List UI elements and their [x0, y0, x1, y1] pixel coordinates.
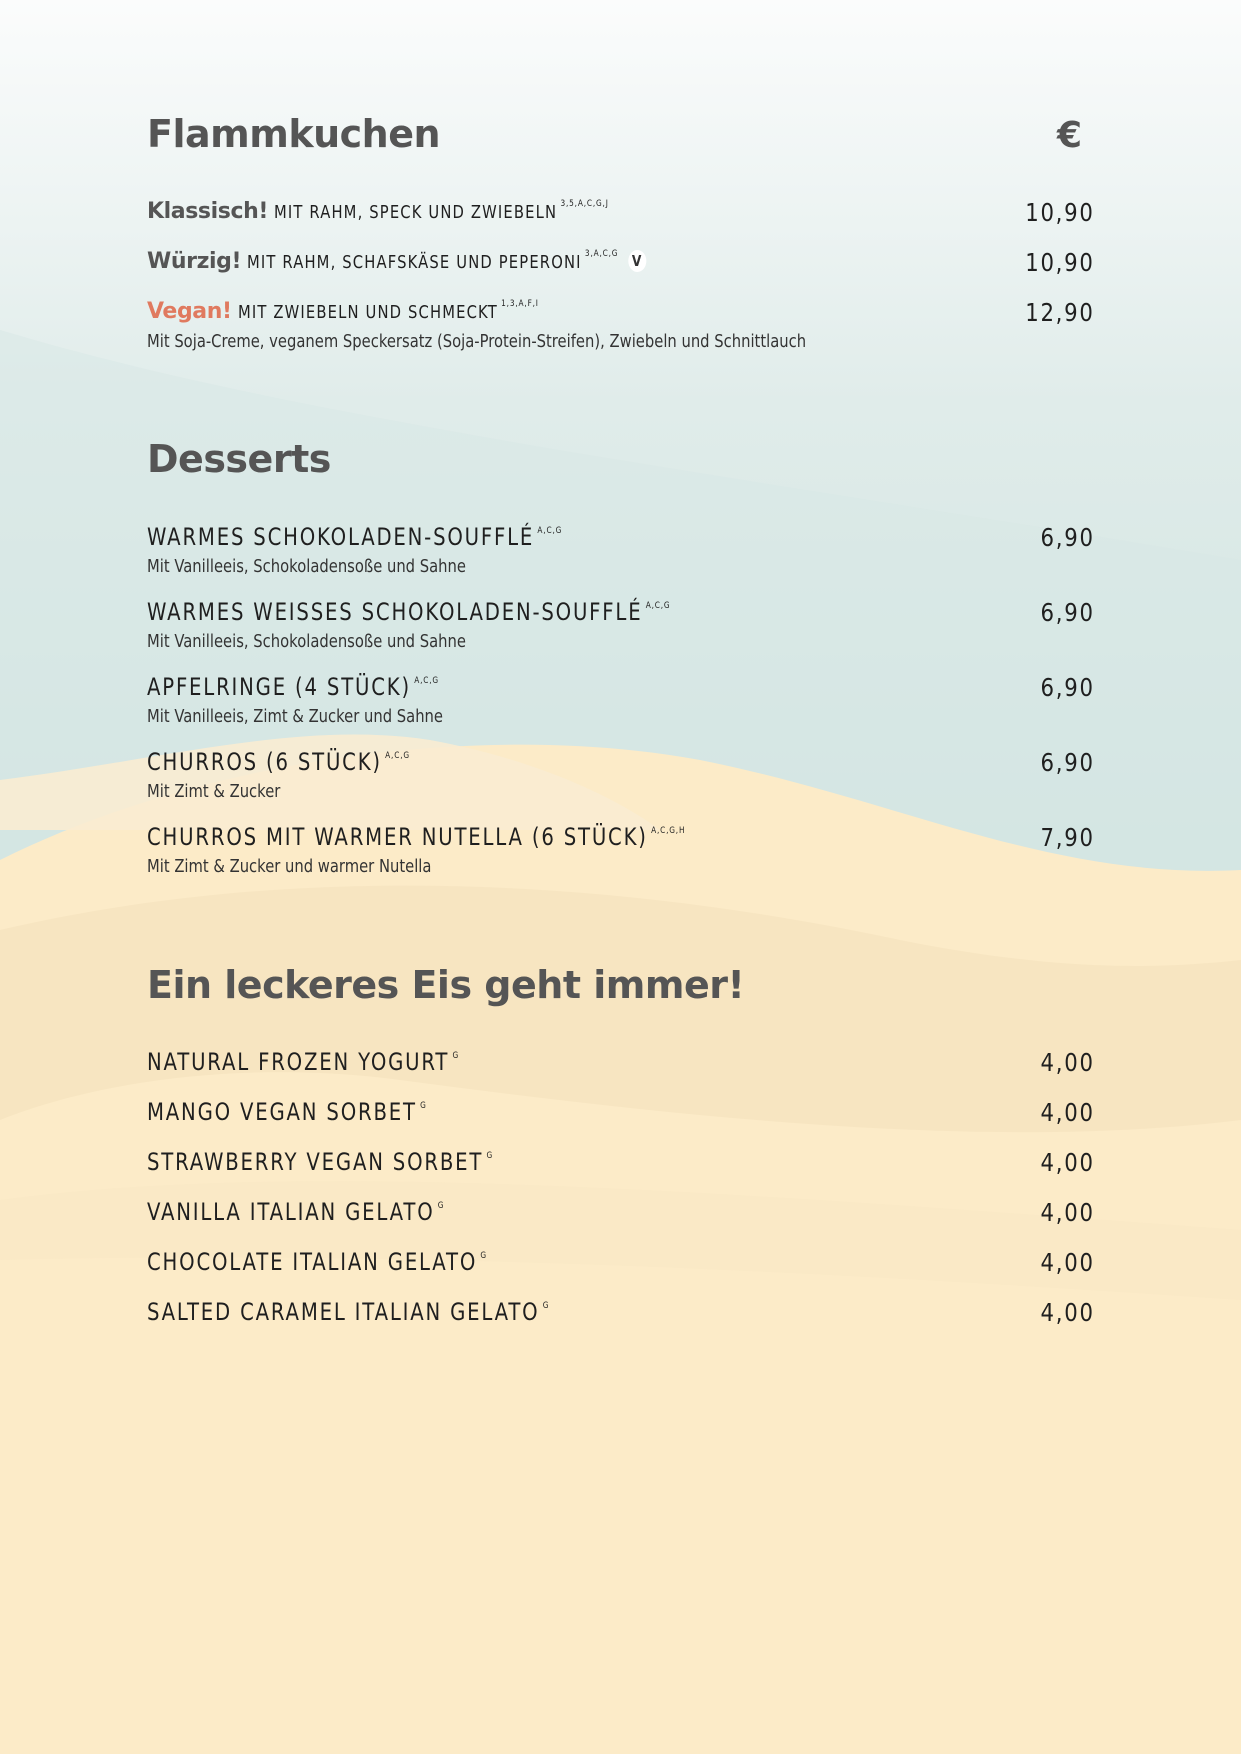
menu-item-eis — [147, 1250, 1095, 1290]
item-price: 4,00 — [1040, 1148, 1095, 1177]
section-heading-flammkuchen: Flammkuchen — [147, 112, 441, 156]
allergen-codes: G — [480, 1251, 487, 1261]
allergen-codes: A,C,G — [537, 526, 563, 536]
allergen-codes: A,C,G — [414, 676, 439, 686]
item-title: MIT ZWIEBELN UND SCHMECKT $^{1,3,A,F,I}$ — [237, 299, 539, 323]
allergen-codes: G — [452, 1051, 460, 1061]
item-price: 4,00 — [1040, 1098, 1095, 1127]
menu-item-klassisch — [147, 200, 1095, 240]
item-description: Mit Vanilleeis, Schokoladensoße und Sahne — [147, 631, 466, 652]
item-price: 4,00 — [1040, 1048, 1095, 1077]
allergen-codes: G — [420, 1101, 427, 1111]
allergen-codes: A,C,G — [385, 751, 410, 761]
item-price: 6,90 — [1040, 523, 1095, 552]
allergen-codes: 3,A,C,G — [585, 249, 619, 259]
item-price: 6,90 — [1040, 673, 1095, 702]
item-name: NATURAL FROZEN YOGURT $^G$ — [147, 1048, 460, 1076]
item-label: Klassisch! — [147, 199, 268, 224]
item-price: 6,90 — [1040, 748, 1095, 777]
item-price: 6,90 — [1040, 598, 1095, 627]
menu-item-dessert — [147, 750, 1095, 790]
item-description: Mit Vanilleeis, Schokoladensoße und Sahne — [147, 556, 466, 577]
allergen-codes: G — [542, 1301, 550, 1311]
item-description: Mit Zimt & Zucker und warmer Nutella — [147, 856, 432, 877]
allergen-codes: A,C,G — [645, 601, 671, 611]
item-price: 4,00 — [1040, 1248, 1095, 1277]
item-name: CHURROS MIT WARMER NUTELLA (6 STÜCK) $^{A,C,G,H}$ — [147, 823, 686, 851]
item-price: 4,00 — [1040, 1198, 1095, 1227]
allergen-codes: A,C,G,H — [651, 826, 686, 836]
menu-item-eis — [147, 1050, 1095, 1090]
item-name: SALTED CARAMEL ITALIAN GELATO $^G$ — [147, 1298, 550, 1326]
item-name: STRAWBERRY VEGAN SORBET $^G$ — [147, 1148, 494, 1176]
item-name — [147, 300, 604, 323]
item-label: Vegan! — [147, 299, 232, 324]
item-name — [147, 200, 682, 223]
allergen-codes: G — [486, 1151, 494, 1161]
item-name: VANILLA ITALIAN GELATO $^G$ — [147, 1198, 445, 1226]
menu-item-eis — [147, 1100, 1095, 1140]
item-price: 7,90 — [1040, 823, 1095, 852]
item-name: MANGO VEGAN SORBET $^G$ — [147, 1098, 427, 1126]
allergen-codes: 3,5,A,C,G,J — [560, 199, 609, 209]
section-heading-eis: Ein leckeres Eis geht immer! — [147, 963, 745, 1007]
currency-symbol: € — [1057, 115, 1083, 156]
item-description: Mit Zimt & Zucker — [147, 781, 281, 802]
item-title: MIT RAHM, SPECK UND ZWIEBELN $^{3,5,A,C,G,J}$ — [274, 199, 609, 223]
allergen-codes: 1,3,A,F,I — [500, 299, 539, 309]
item-name — [147, 250, 734, 273]
item-description: Mit Soja-Creme, veganem Speckersatz (Soja-Protein-Streifen), Zwiebeln und Schnittlauch — [147, 331, 807, 352]
item-title: MIT RAHM, SCHAFSKÄSE UND PEPERONI $^{3,A,C,G}$ V — [247, 250, 646, 272]
menu-item-eis — [147, 1300, 1095, 1340]
item-name: CHOCOLATE ITALIAN GELATO $^G$ — [147, 1248, 487, 1276]
item-price: 12,90 — [1025, 298, 1095, 327]
menu-item-wuerzig — [147, 250, 1095, 290]
allergen-codes: G — [437, 1201, 445, 1211]
item-name: WARMES WEISSES SCHOKOLADEN-SOUFFLÉ $^{A,C,G}$ — [147, 598, 671, 626]
vegetarian-badge-icon: V — [628, 250, 646, 272]
item-label: Würzig! — [147, 249, 242, 274]
item-price: 10,90 — [1025, 248, 1095, 277]
item-price: 10,90 — [1025, 198, 1095, 227]
section-heading-desserts: Desserts — [147, 437, 331, 481]
menu-item-eis — [147, 1200, 1095, 1240]
item-name: WARMES SCHOKOLADEN-SOUFFLÉ $^{A,C,G}$ — [147, 523, 563, 551]
item-description: Mit Vanilleeis, Zimt & Zucker und Sahne — [147, 706, 443, 727]
item-name: CHURROS (6 STÜCK) $^{A,C,G}$ — [147, 748, 410, 776]
item-price: 4,00 — [1040, 1298, 1095, 1327]
item-name: APFELRINGE (4 STÜCK) $^{A,C,G}$ — [147, 673, 439, 701]
menu-item-eis — [147, 1150, 1095, 1190]
